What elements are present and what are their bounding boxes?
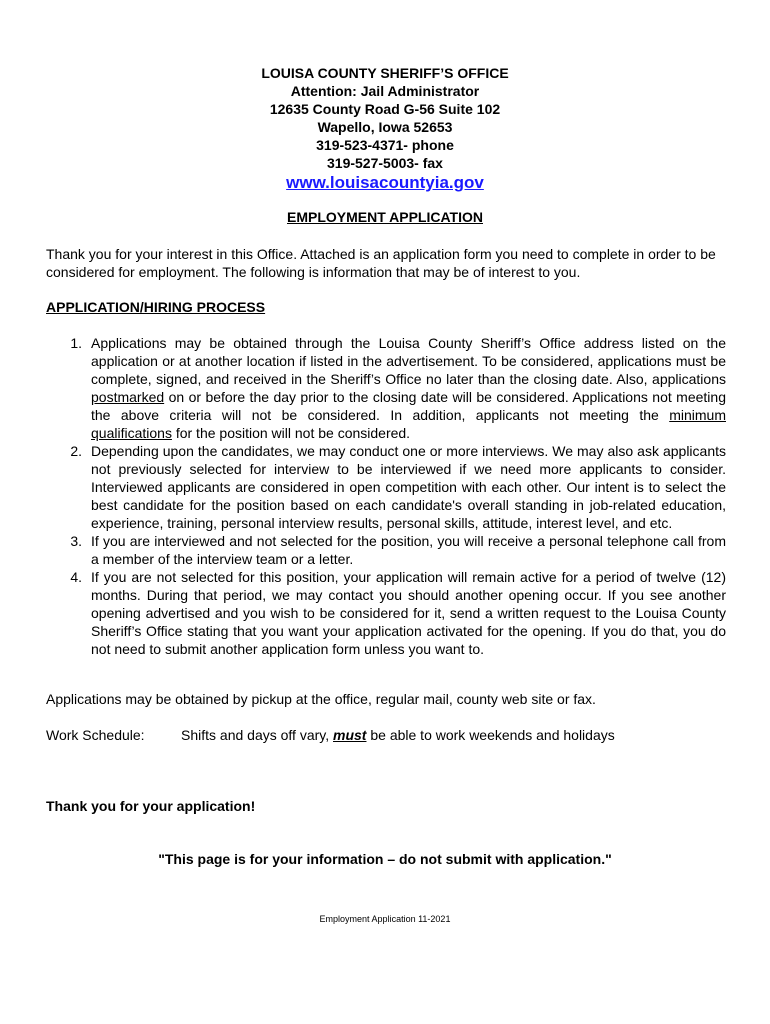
item-number: 3. — [70, 533, 82, 549]
item-text: If you are not selected for this position, your application will remain active for a period of twelve (12) months. During that period, we may contact you should another opening occur. If you see another opening advertised and you wish to be considered for it, send a written request to the Louisa County Sheriff’s Office stating that you want your application activated for the opening. If you do that, you do not need to submit another application form unless you want to. — [91, 569, 726, 657]
process-heading: APPLICATION/HIRING PROCESS — [46, 299, 266, 315]
item-number: 4. — [70, 569, 82, 585]
item-text: If you are interviewed and not selected for the position, you will receive a personal telephone call from a member of the interview team or a letter. — [91, 533, 726, 567]
page-footer: Employment Application 11-2021 — [319, 914, 451, 924]
information-notice: "This page is for your information – do not submit with application." — [158, 851, 612, 867]
city-state-zip: Wapello, Iowa 52653 — [317, 119, 453, 135]
item-number: 2. — [70, 443, 82, 459]
website-link[interactable]: www.louisacountyia.gov — [286, 173, 484, 192]
list-item — [46, 442, 726, 532]
must-emphasis: must — [333, 727, 367, 743]
work-schedule — [46, 727, 746, 743]
fax-number: 319-527-5003- fax — [327, 155, 443, 171]
list-item — [46, 568, 726, 658]
obtain-methods: Applications may be obtained by pickup at the office, regular mail, county web site or fax. — [46, 691, 596, 707]
item-text: Applications may be obtained through the Louisa County Sheriff’s Office address listed on the application or at another location if listed in the advertisement. To be considered, applications must be complete, signed, and received in the Sheriff’s Office no later than the closing date. Also, applications postmarked on or before the day prior to the closing date will be considered. Applications not meeting the above criteria will not be considered. In addition, applicants not meeting the minimum qualifications for the position will not be considered. — [91, 335, 726, 441]
document-title: EMPLOYMENT APPLICATION — [287, 209, 483, 225]
street-address: 12635 County Road G-56 Suite 102 — [269, 101, 501, 117]
item-text: Depending upon the candidates, we may conduct one or more interviews. We may also ask applicants not previously selected for interview to be interviewed if we need more applicants to consider. Interviewed applicants are considered in open competition with each other. Our intent is to select the best candidate for the position based on each candidate's overall standing in job-related education, experience, training, personal interview results, personal skills, attitude, interest level, and etc. — [91, 443, 726, 531]
list-item — [46, 334, 726, 442]
min-qualifications-emphasis: minimum qualifications — [91, 407, 726, 441]
list-item — [46, 532, 726, 568]
intro-paragraph: Thank you for your interest in this Office. Attached is an application form you need to complete in order to be considered for employment. The following is information that may be of interest to you. — [46, 246, 716, 280]
phone-number: 319-523-4371- phone — [316, 137, 454, 153]
work-schedule-text: Shifts and days off vary, must be able to work weekends and holidays — [181, 727, 615, 743]
postmarked-emphasis: postmarked — [91, 389, 165, 405]
office-name: LOUISA COUNTY SHERIFF’S OFFICE — [261, 65, 509, 81]
attention-line: Attention: Jail Administrator — [290, 83, 480, 99]
process-list — [46, 334, 726, 658]
item-number: 1. — [70, 335, 82, 351]
thank-you-note: Thank you for your application! — [46, 798, 256, 814]
letterhead — [0, 64, 770, 194]
work-schedule-label: Work Schedule: — [46, 727, 145, 743]
